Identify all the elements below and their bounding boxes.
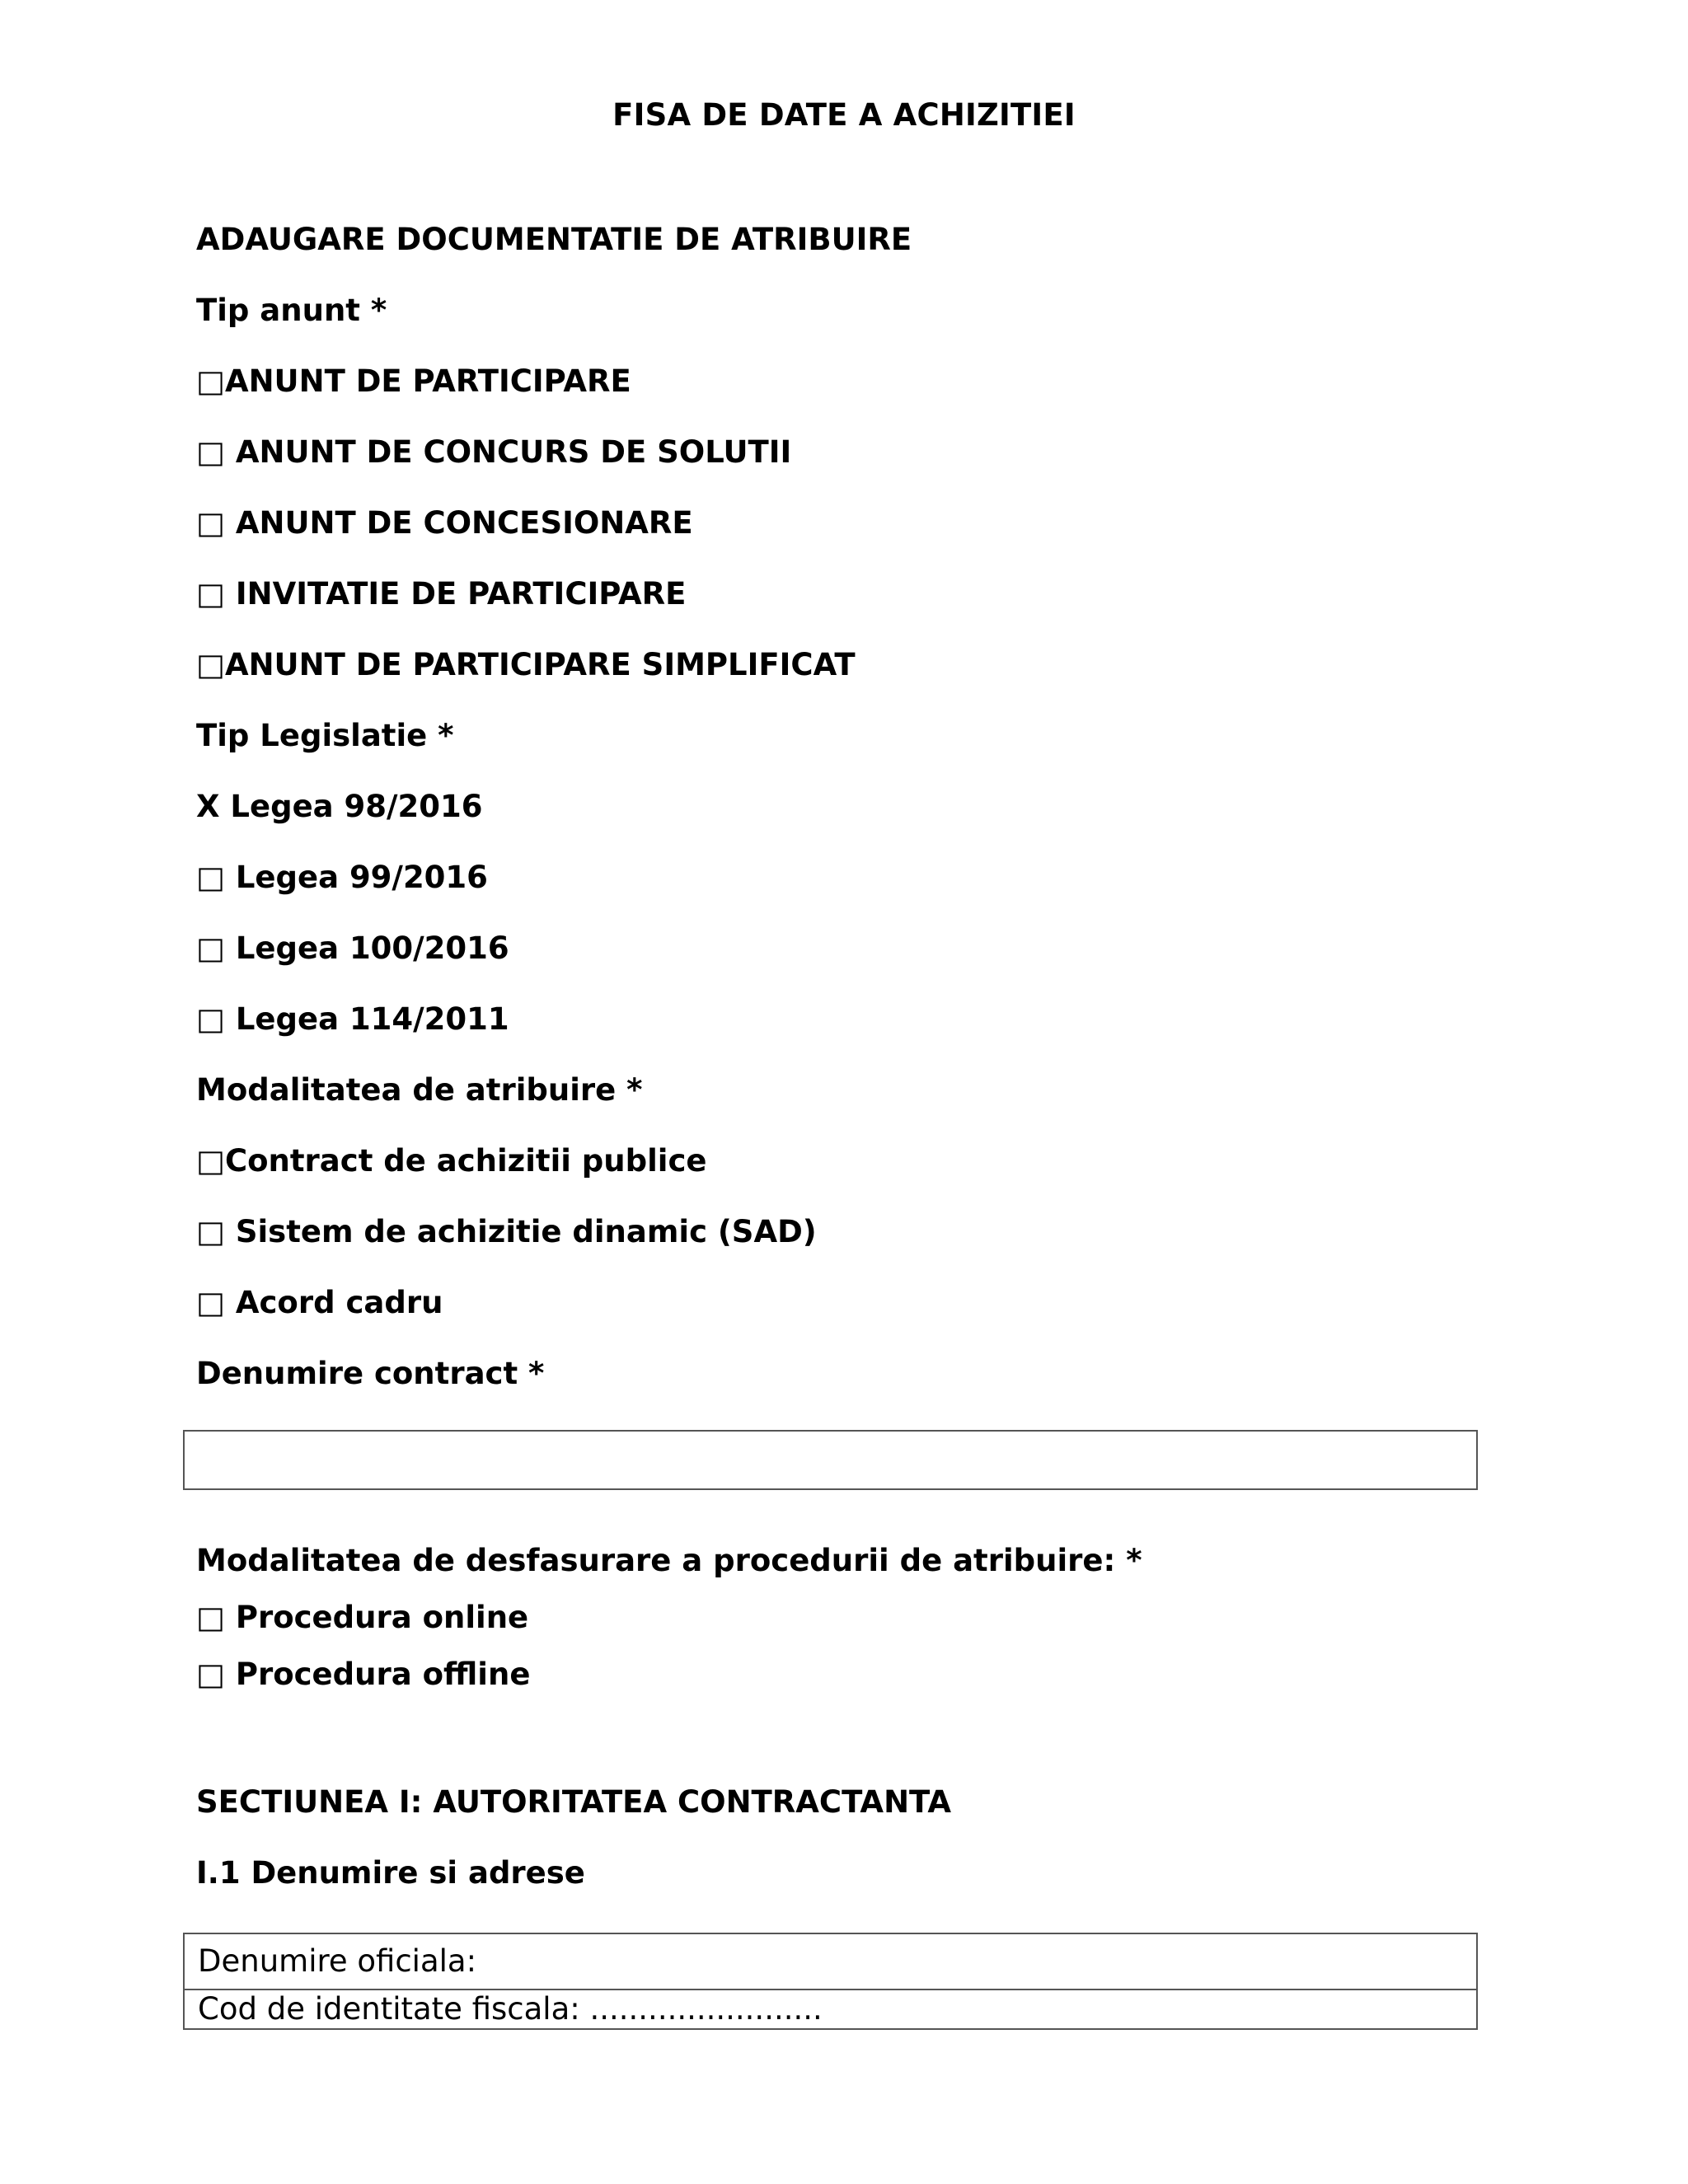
option-contract-achizitii-publice[interactable]: □Contract de achizitii publice — [196, 1143, 707, 1179]
option-procedura-offline[interactable]: □ Procedura offline — [196, 1657, 531, 1692]
contract-name-field[interactable] — [183, 1430, 1478, 1490]
contract-name-label: Denumire contract * — [196, 1356, 545, 1391]
award-method-label: Modalitatea de atribuire * — [196, 1072, 643, 1108]
section1-subtitle: I.1 Denumire si adrese — [196, 1855, 585, 1891]
authority-details-table — [183, 1933, 1478, 2030]
document-title: FISA DE DATE A ACHIZITIEI — [612, 97, 1076, 133]
option-anunt-participare-simplificat[interactable]: □ANUNT DE PARTICIPARE SIMPLIFICAT — [196, 647, 856, 682]
legislation-type-label: Tip Legislatie * — [196, 718, 454, 753]
fiscal-code-row[interactable]: Cod de identitate fiscala: ........................ — [185, 1989, 1476, 2028]
section1-title: SECTIUNEA I: AUTORITATEA CONTRACTANTA — [196, 1784, 952, 1820]
option-invitatie-participare[interactable]: □ INVITATIE DE PARTICIPARE — [196, 576, 687, 612]
option-legea-98-2016[interactable]: X Legea 98/2016 — [196, 789, 483, 824]
procedure-mode-label: Modalitatea de desfasurare a procedurii de atribuire: * — [196, 1543, 1142, 1578]
announcement-type-label: Tip anunt * — [196, 293, 387, 328]
option-legea-114-2011[interactable]: □ Legea 114/2011 — [196, 1001, 509, 1037]
option-procedura-online[interactable]: □ Procedura online — [196, 1600, 529, 1635]
option-anunt-concesionare[interactable]: □ ANUNT DE CONCESIONARE — [196, 505, 693, 541]
option-anunt-concurs-solutii[interactable]: □ ANUNT DE CONCURS DE SOLUTII — [196, 434, 792, 470]
option-anunt-participare[interactable]: □ANUNT DE PARTICIPARE — [196, 363, 631, 399]
option-legea-100-2016[interactable]: □ Legea 100/2016 — [196, 930, 509, 966]
option-acord-cadru[interactable]: □ Acord cadru — [196, 1285, 443, 1320]
section-add-heading: ADAUGARE DOCUMENTATIE DE ATRIBUIRE — [196, 222, 912, 257]
option-legea-99-2016[interactable]: □ Legea 99/2016 — [196, 860, 488, 895]
official-name-row[interactable]: Denumire oficiala: — [198, 1943, 477, 1979]
option-sistem-achizitie-dinamic[interactable]: □ Sistem de achizitie dinamic (SAD) — [196, 1214, 817, 1249]
